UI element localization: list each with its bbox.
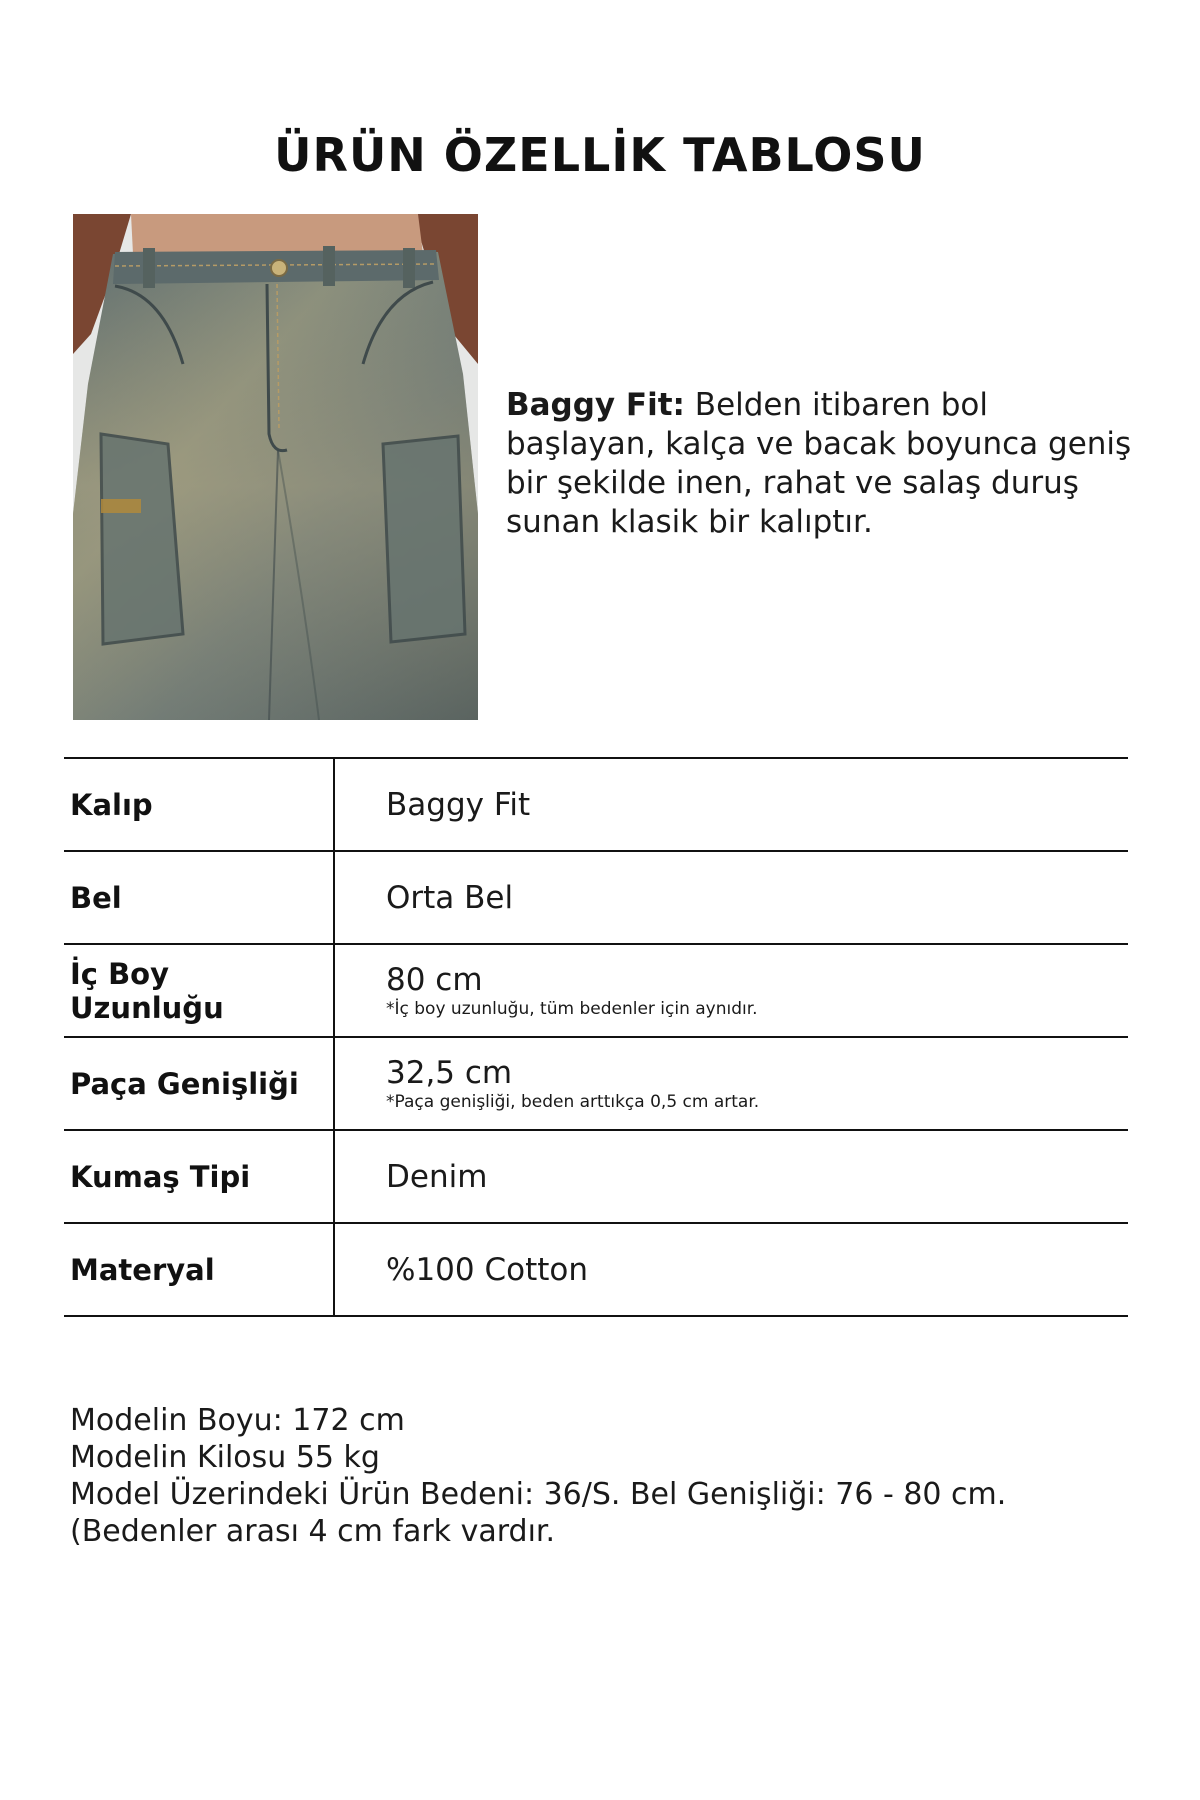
table-divider [333, 1131, 335, 1222]
spec-value: 80 cm [386, 961, 483, 998]
spec-value-cell [386, 852, 1128, 943]
spec-value: Denim [386, 1158, 488, 1195]
page-title: ÜRÜN ÖZELLİK TABLOSU [274, 128, 926, 182]
spec-value-cell [386, 759, 1128, 850]
spec-value-cell [386, 945, 1128, 1036]
jeans-illustration [73, 214, 478, 720]
table-divider [333, 759, 335, 850]
table-divider [333, 945, 335, 1036]
spec-row-ic-boy [64, 945, 1128, 1038]
spec-row-materyal [64, 1224, 1128, 1317]
spec-value: Orta Bel [386, 879, 514, 916]
spec-table [64, 757, 1128, 1317]
spec-value-cell [386, 1131, 1128, 1222]
spec-label: Materyal [70, 1252, 215, 1287]
spec-row-kumas [64, 1131, 1128, 1224]
fit-description [506, 386, 1146, 542]
spec-value-cell [386, 1224, 1128, 1315]
spec-label: Kalıp [70, 787, 153, 822]
model-height: Modelin Boyu: 172 cm [70, 1403, 405, 1438]
spec-value: %100 Cotton [386, 1251, 589, 1288]
model-weight: Modelin Kilosu 55 kg [70, 1440, 380, 1475]
product-photo [73, 214, 478, 720]
model-size: Model Üzerindeki Ürün Bedeni: 36/S. Bel Genişliği: 76 - 80 cm. (Bedenler arası 4 cm fark vardır. [70, 1477, 1007, 1549]
spec-note: *Paça genişliği, beden arttıkça 0,5 cm artar. [386, 1091, 760, 1112]
spec-label: Paça Genişliği [70, 1066, 299, 1101]
spec-row-kalip [64, 759, 1128, 852]
spec-value-cell [386, 1038, 1128, 1129]
table-divider [333, 1038, 335, 1129]
fit-description-lead: Baggy Fit: [506, 387, 685, 423]
spec-label: İç Boy Uzunluğu [70, 956, 224, 1025]
spec-value: 32,5 cm [386, 1054, 513, 1091]
spec-label: Kumaş Tipi [70, 1159, 251, 1194]
spec-label: Bel [70, 880, 122, 915]
spec-row-paca [64, 1038, 1128, 1131]
spec-value: Baggy Fit [386, 786, 531, 823]
table-divider [333, 852, 335, 943]
spec-note: *İç boy uzunluğu, tüm bedenler için aynıdır. [386, 998, 758, 1019]
model-info [70, 1402, 1150, 1550]
table-divider [333, 1224, 335, 1315]
fit-description-text: Belden itibaren bol başlayan, kalça ve bacak boyunca geniş bir şekilde inen, rahat ve salaş duruş sunan klasik bir kalıptır. [506, 387, 1132, 540]
spec-row-bel [64, 852, 1128, 945]
